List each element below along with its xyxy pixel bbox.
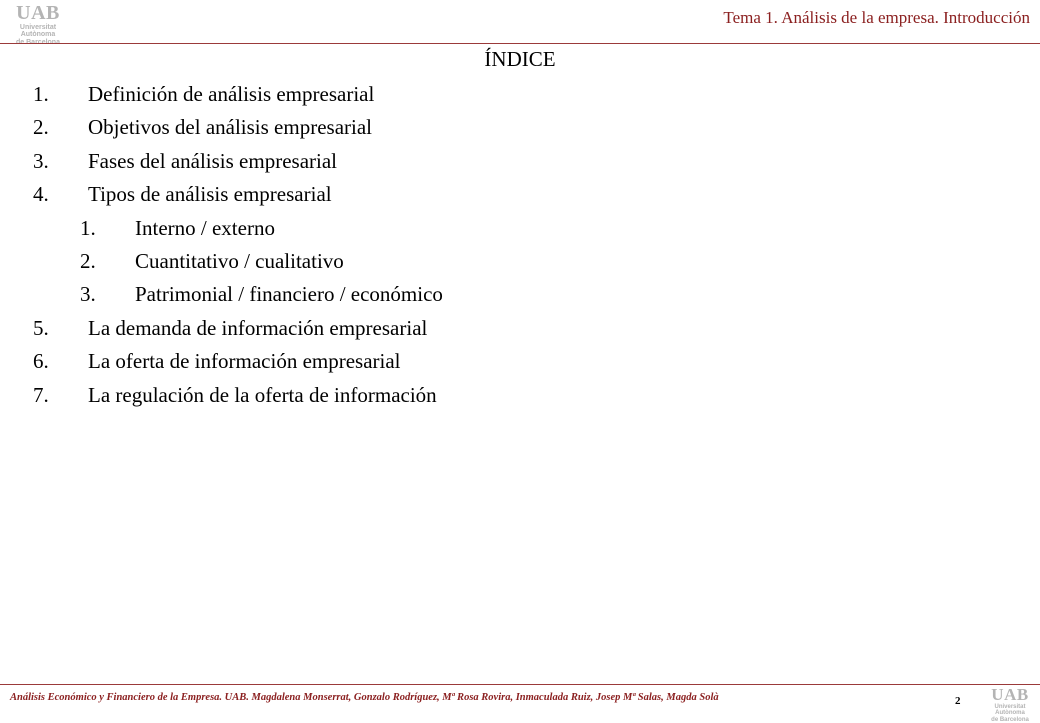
logo-mark: UAB — [991, 685, 1029, 704]
logo-line-2: de Barcelona — [991, 717, 1029, 723]
toc-subitem-label: Cuantitativo / cualitativo — [135, 248, 344, 273]
toc-item-label: Objetivos del análisis empresarial — [88, 115, 373, 140]
toc-item-number: 6. — [33, 349, 49, 374]
index-heading: ÍNDICE — [484, 47, 556, 71]
slide-header-title: Tema 1. Análisis de la empresa. Introducción — [723, 8, 1030, 27]
logo-line-1: Universitat Autònoma — [994, 704, 1026, 716]
header-divider — [0, 43, 1040, 44]
toc-item-number: 7. — [33, 382, 49, 407]
toc-item — [0, 379, 1040, 412]
page-number: 2 — [955, 695, 961, 707]
uab-logo — [6, 3, 70, 46]
toc-item-label: Tipos de análisis empresarial — [88, 182, 332, 207]
table-of-contents — [0, 78, 1040, 412]
toc-item — [0, 111, 1040, 144]
logo-mark: UAB — [16, 2, 60, 24]
toc-item — [0, 145, 1040, 178]
toc-subitem-number: 2. — [80, 248, 96, 273]
toc-item-label: Fases del análisis empresarial — [88, 148, 338, 173]
footer-credit: Análisis Económico y Financiero de la Empresa. UAB. Magdalena Monserrat, Gonzalo Rodríguez, Mª Rosa Rovira, Inmaculada Ruiz, Josep Mª Salas, Magda Solà — [10, 692, 719, 703]
toc-subitem-number: 3. — [80, 282, 96, 307]
footer-divider — [0, 684, 1040, 685]
toc-item-label: La demanda de información empresarial — [88, 315, 428, 340]
logo-line-1: Universitat Autònoma — [19, 24, 57, 38]
toc-item — [0, 345, 1040, 378]
toc-item-number: 2. — [33, 115, 49, 140]
toc-subitem-label: Interno / externo — [135, 215, 275, 240]
toc-subitem — [0, 212, 1040, 245]
toc-item-number: 5. — [33, 315, 49, 340]
toc-item — [0, 78, 1040, 111]
toc-subitem — [0, 278, 1040, 311]
toc-item — [0, 312, 1040, 345]
uab-logo-footer — [983, 686, 1037, 723]
toc-item — [0, 178, 1040, 211]
toc-subitem — [0, 245, 1040, 278]
toc-item-label: La oferta de información empresarial — [88, 349, 401, 374]
toc-item-label: Definición de análisis empresarial — [88, 82, 375, 106]
toc-item-number: 4. — [33, 182, 49, 207]
logo-line-2: de Barcelona — [16, 39, 60, 46]
toc-subitem-number: 1. — [80, 215, 96, 240]
toc-item-label: La regulación de la oferta de información — [88, 382, 437, 407]
toc-subitem-label: Patrimonial / financiero / económico — [135, 282, 443, 307]
toc-item-number: 3. — [33, 148, 49, 173]
toc-item-number: 1. — [33, 82, 49, 106]
